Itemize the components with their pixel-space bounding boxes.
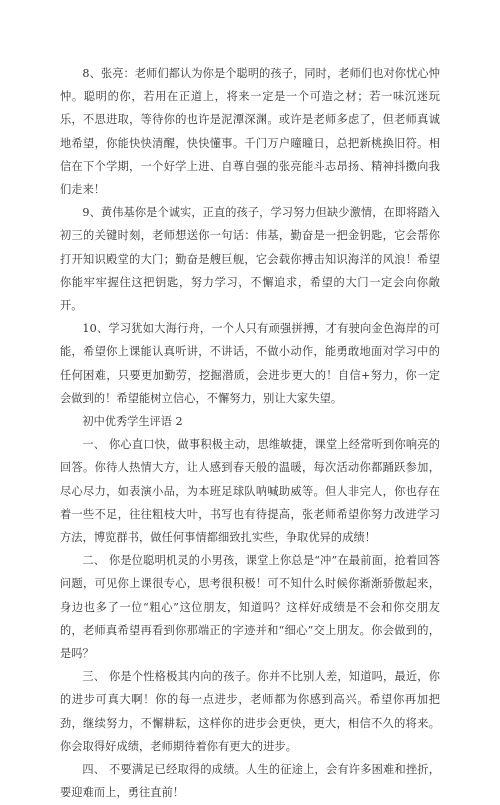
comment-paragraph-10: 10、学习犹如大海行舟，一个人只有顽强拼搏，才有驶向金色海岸的可能，希望你上课能认真听讲，不讲话，不做小动作，能勇敢地面对学习中的任何困难，只要更加勤劳，挖掘潜质，会进步更大的！自信+努力，你一定会做到的！希望能树立信心，不懈努力，别让大家失望。: [60, 322, 440, 405]
section-heading: 初中优秀学生评语 2: [82, 415, 183, 429]
comment-paragraph-9: 9、黄伟基你是个诚实，正直的孩子，学习努力但缺少激情，在即将踏入初三的关键时刻，老师想送你一句话：伟基，勤奋是一把金钥匙，它会帮你打开知识殿堂的大门；勤奋是艘巨舰，它会载你搏击知识海洋的风浪！希望你能牢牢握住这把钥匙，努力学习，不懈追求，希望的大门一定会向你敞开。: [60, 206, 440, 313]
comment-paragraph-four: 四、 不要满足已经取得的成绩。人生的征途上，会有许多困难和挫折，要迎难而上，勇往直前！: [60, 763, 440, 800]
comment-paragraph-one: 一、 你心直口快，做事积极主动，思维敏捷，课堂上经常听到你响亮的回答。你待人热情大方，让人感到春天般的温暖，每次活动你都踊跃参加，尽心尽力，如表演小品，为本班足球队呐喊助威等。但人非完人，你也存在着一些不足，往往粗枝大叶，书写也有待提高，张老师希望你努力改进学习方法，博览群书，做任何事情都细致扎实些，争取优异的成绩！: [60, 438, 440, 545]
comment-paragraph-three: 三、 你是个性格极其内向的孩子。你并不比别人差，知道吗，最近，你的进步可真大啊！你的每一点进步，老师都为你感到高兴。希望你再加把劲，继续努力，不懈耕耘，这样你的进步会更快，更大，相信不久的将来。你会取得好成绩，老师期待着你有更大的进步。: [60, 670, 440, 753]
comment-paragraph-two: 二、 你是位聪明机灵的小男孩，课堂上你总是“冲”在最前面，抢着回答问题，可见你上课很专心，思考很积极！可不知什么时候你渐渐骄傲起来，身边也多了一位“粗心”这位朋友，知道吗？这样好成绩是不会和你交朋友的，老师真希望再看到你那端正的字迹并和“细心”交上朋友。你会做到的，是吗？: [60, 554, 440, 661]
comment-paragraph-8: 8、张亮：老师们都认为你是个聪明的孩子，同时，老师们也对你忧心忡忡。聪明的你，若用在正道上，将来一定是一个可造之材；若一味沉迷玩乐，不思进取，等待你的也许是泥潭深渊。或许是老师多虑了，但老师真诚地希望，你能快快清醒，快快懂事。千门万户曈曈日，总把新桃换旧符。相信在下个学期，一个好学上进、自尊自强的张亮能斗志昂扬、精神抖擞向我们走来！: [60, 67, 440, 197]
